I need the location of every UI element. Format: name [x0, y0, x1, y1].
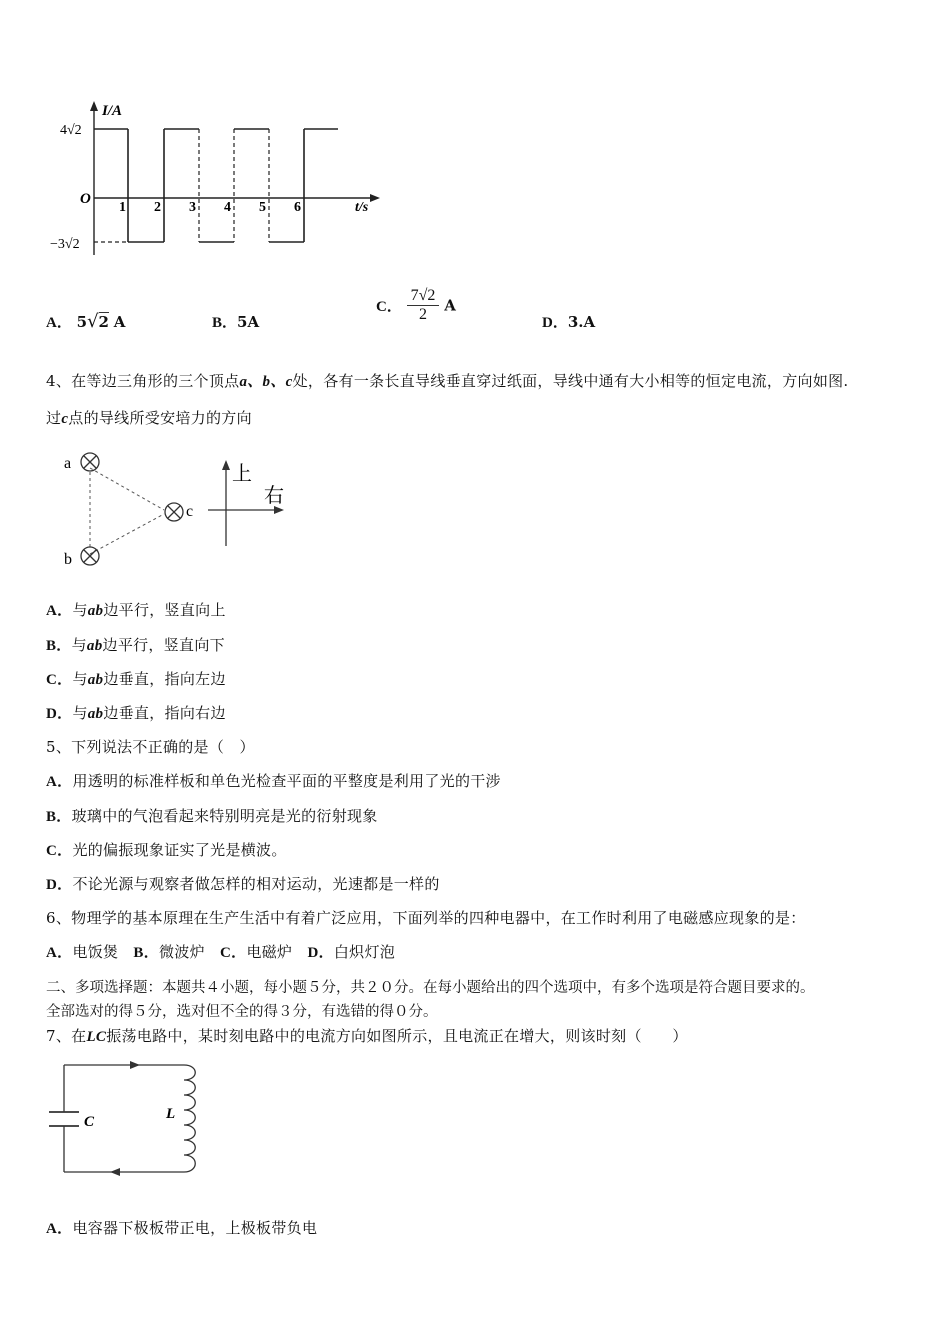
q4-stem-line2: 过c点的导线所受安培力的方向 [46, 409, 252, 427]
wire-c-icon [165, 503, 183, 521]
q4-option-a[interactable]: A．与ab边平行，竖直向上 [46, 601, 226, 619]
x-axis-label: t/s [355, 200, 369, 215]
q6-options [46, 941, 395, 962]
q3-option-a[interactable]: A． 5√2 A [46, 311, 126, 332]
q6-option-d[interactable]: D．白炽灯泡 [307, 943, 396, 961]
q3-option-d[interactable]: D．3.A [542, 313, 596, 331]
q6-option-a[interactable]: A．电饭煲 [46, 943, 119, 961]
x-tick-label: 4 [224, 200, 231, 215]
wire-b-icon [81, 547, 99, 565]
q7-option-a[interactable]: A．电容器下极板带正电，上极板带负电 [46, 1219, 318, 1237]
current-time-graph [40, 95, 400, 260]
svg-text:C: C [84, 1114, 95, 1130]
current-arrow-left-icon [110, 1168, 120, 1176]
triangle-wires-figure [58, 446, 298, 574]
q5-option-d[interactable]: D．不论光源与观察者做怎样的相对运动，光速都是一样的 [46, 875, 440, 893]
q5-stem: 5、下列说法不正确的是（ ） [46, 738, 255, 756]
lc-circuit-figure [44, 1058, 214, 1180]
q6-stem: 6、物理学的基本原理在生产生活中有着广泛应用，下面列举的四种电器中，在工作时利用了电磁感应现象的是： [46, 909, 806, 927]
q6-option-b[interactable]: B．微波炉 [133, 943, 205, 961]
q5-option-a[interactable]: A．用透明的标准样板和单色光检查平面的平整度是利用了光的干涉 [46, 772, 501, 790]
svg-text:a: a [64, 455, 72, 472]
svg-text:b: b [64, 551, 72, 568]
q4-option-b[interactable]: B．与ab边平行，竖直向下 [46, 636, 225, 654]
y-axis-label: I/A [102, 103, 123, 119]
q4-option-d[interactable]: D．与ab边垂直，指向右边 [46, 704, 226, 722]
q5-option-b[interactable]: B．玻璃中的气泡看起来特别明亮是光的衍射现象 [46, 807, 378, 825]
x-tick-label: 1 [119, 200, 126, 215]
x-tick-label: 5 [259, 200, 266, 215]
q3-option-c[interactable]: C． $\frac{7√2}{2}$ A [376, 287, 456, 323]
current-arrow-right-icon [130, 1061, 140, 1069]
sqrt-icon: √ [87, 311, 99, 332]
y-bottom-label: −3√2 [50, 237, 80, 252]
section2-heading-line1: 二、多项选择题：本题共４小题，每小题５分，共２０分。在每小题给出的四个选项中，有多个选项是符合题目要求的。 [46, 980, 815, 996]
fraction: $\frac{7√2}{2}$ [407, 287, 440, 324]
q7-stem: 7、在LC振荡电路中，某时刻电路中的电流方向如图所示，且电流正在增大，则该时刻（ ） [46, 1027, 688, 1045]
q5-option-c[interactable]: C．光的偏振现象证实了光是横波。 [46, 841, 287, 859]
x-tick-label: 3 [189, 200, 196, 215]
svg-text:c: c [186, 503, 194, 520]
q6-option-c[interactable]: C．电磁炉 [220, 943, 293, 961]
q4-stem-line1: 4、在等边三角形的三个顶点a、b、c处，各有一条长直导线垂直穿过纸面，导线中通有大小相等的恒定电流，方向如图. [46, 372, 849, 390]
y-top-label: 4√2 [60, 123, 82, 138]
q4-option-c[interactable]: C．与ab边垂直，指向左边 [46, 670, 226, 688]
svg-text:右: 右 [264, 485, 284, 507]
x-tick-label: 2 [154, 200, 161, 215]
section2-heading-line2: 全部选对的得５分，选对但不全的得３分，有选错的得０分。 [46, 1004, 438, 1020]
x-tick-label: 6 [294, 200, 301, 215]
q3-option-b[interactable]: B．5A [212, 313, 260, 331]
origin-label: O [80, 191, 91, 207]
svg-text:L: L [166, 1106, 176, 1122]
svg-text:上: 上 [232, 463, 252, 485]
